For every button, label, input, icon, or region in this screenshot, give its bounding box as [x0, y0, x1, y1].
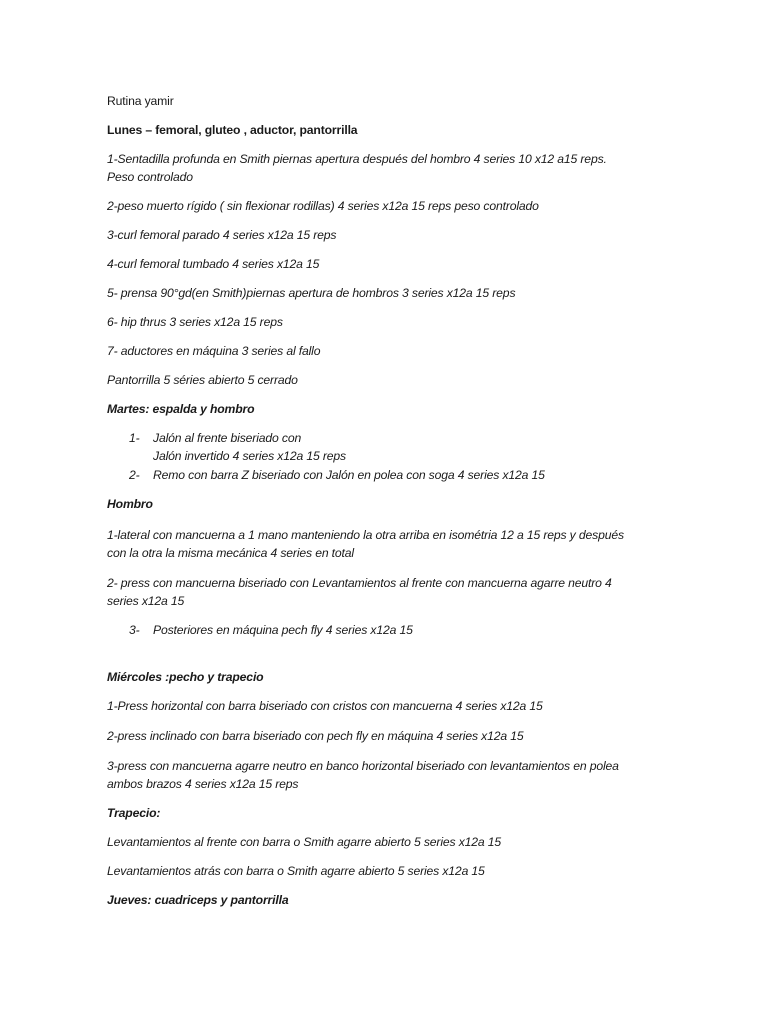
tuesday-heading: Martes: espalda y hombro: [107, 402, 255, 416]
list-text: Posteriores en máquina pech fly 4 series x12a 15: [153, 623, 413, 637]
shoulder-item-1-cont: con la otra la misma mecánica 4 series en total: [107, 546, 354, 560]
doc-title: Rutina yamir: [107, 94, 174, 108]
monday-item-1-cont: Peso controlado: [107, 170, 193, 184]
monday-item-1: 1-Sentadilla profunda en Smith piernas apertura después del hombro 4 series 10 x12 a15 reps.: [107, 152, 607, 166]
tuesday-list-item-2: [107, 466, 545, 484]
tuesday-list-item-1: [107, 429, 301, 447]
wednesday-item-2: 2-press inclinado con barra biseriado con pech fly en máquina 4 series x12a 15: [107, 729, 524, 743]
shoulder-item-1: 1-lateral con mancuerna a 1 mano manteniendo la otra arriba en isométria 12 a 15 reps y después: [107, 528, 624, 542]
monday-item-7: 7- aductores en máquina 3 series al fallo: [107, 344, 321, 358]
monday-item-2: 2-peso muerto rígido ( sin flexionar rodillas) 4 series x12a 15 reps peso controlado: [107, 199, 539, 213]
list-number: 3-: [129, 623, 140, 637]
wednesday-item-1: 1-Press horizontal con barra biseriado con cristos con mancuerna 4 series x12a 15: [107, 699, 543, 713]
monday-heading: Lunes – femoral, gluteo , aductor, pantorrilla: [107, 123, 358, 137]
wednesday-heading: Miércoles :pecho y trapecio: [107, 670, 264, 684]
wednesday-item-3-cont: ambos brazos 4 series x12a 15 reps: [107, 777, 299, 791]
shoulder-item-2: 2- press con mancuerna biseriado con Levantamientos al frente con mancuerna agarre neutro 4: [107, 576, 612, 590]
list-text: Remo con barra Z biseriado con Jalón en polea con soga 4 series x12a 15: [153, 468, 545, 482]
shoulder-item-2-cont: series x12a 15: [107, 594, 185, 608]
shoulder-heading: Hombro: [107, 497, 153, 511]
monday-item-6: 6- hip thrus 3 series x12a 15 reps: [107, 315, 283, 329]
tuesday-list-item-1-cont: Jalón invertido 4 series x12a 15 reps: [153, 449, 346, 463]
monday-item-calves: Pantorrilla 5 séries abierto 5 cerrado: [107, 373, 298, 387]
trapezius-heading: Trapecio:: [107, 806, 161, 820]
shoulder-list-item-3: [107, 621, 413, 639]
monday-item-4: 4-curl femoral tumbado 4 series x12a 15: [107, 257, 320, 271]
thursday-heading: Jueves: cuadriceps y pantorrilla: [107, 893, 289, 907]
list-number: 1-: [129, 431, 140, 445]
trapezius-item-1: Levantamientos al frente con barra o Smith agarre abierto 5 series x12a 15: [107, 835, 502, 849]
wednesday-item-3: 3-press con mancuerna agarre neutro en banco horizontal biseriado con levantamientos en polea: [107, 759, 619, 773]
trapezius-item-2: Levantamientos atrás con barra o Smith agarre abierto 5 series x12a 15: [107, 864, 485, 878]
list-text: Jalón al frente biseriado con: [153, 431, 302, 445]
list-number: 2-: [129, 468, 140, 482]
monday-item-3: 3-curl femoral parado 4 series x12a 15 reps: [107, 228, 337, 242]
monday-item-5: 5- prensa 90°gd(en Smith)piernas apertura de hombros 3 series x12a 15 reps: [107, 286, 516, 300]
